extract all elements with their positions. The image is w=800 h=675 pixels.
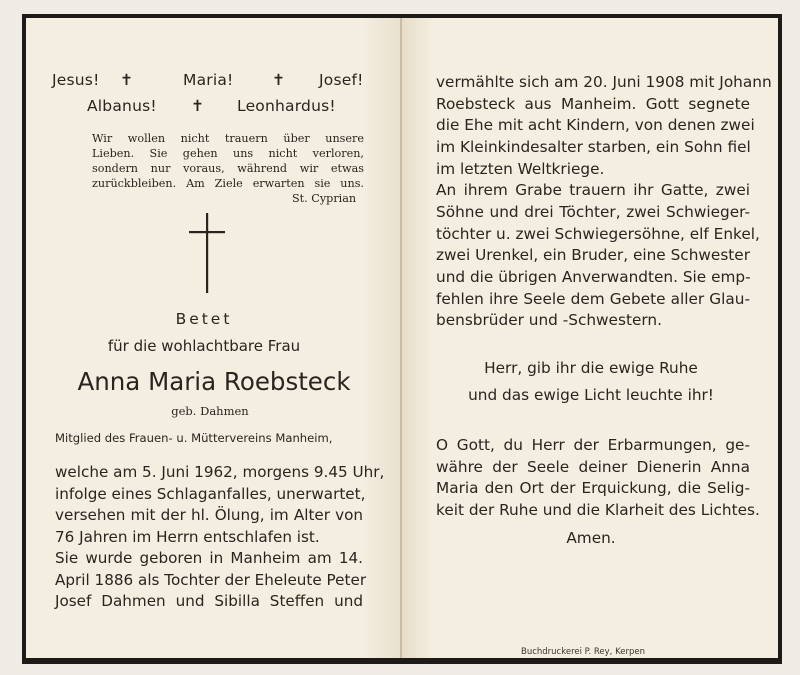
quote-line: zurückbleiben. Am Ziele erwarten sie uns. (92, 177, 364, 190)
body-line: fehlen ihre Seele dem Gebete aller Glau- (436, 290, 750, 308)
betet-heading: Betet (175, 310, 233, 328)
invocation-maria: Maria! (183, 71, 234, 89)
printer-credit: Buchdruckerei P. Rey, Kerpen (521, 647, 645, 657)
body-line: versehen mit der hl. Ölung, im Alter von (55, 506, 363, 524)
invocation-albanus: Albanus! (87, 97, 157, 115)
invocation-jesus: Jesus! (52, 71, 100, 89)
body-line: töchter u. zwei Schwiegersöhne, elf Enkel, (436, 225, 760, 243)
body-line: die Ehe mit acht Kindern, von denen zwei (436, 116, 755, 134)
prayer-line: Maria den Ort der Erquickung, die Selig- (436, 479, 750, 497)
body-line: 76 Jahren im Herrn entschlafen ist. (55, 528, 320, 546)
body-line: im Kleinkindesalter starben, ein Sohn fiel (436, 138, 751, 156)
body-line: Josef Dahmen und Sibilla Steffen und (55, 592, 363, 610)
quote-author: St. Cyprian (292, 192, 357, 205)
prayer-line: währe der Seele deiner Dienerin Anna (436, 458, 750, 476)
body-line: bensbrüder und -Schwestern. (436, 311, 662, 329)
body-line: Roebsteck aus Manheim. Gott segnete (436, 95, 750, 113)
body-line: vermählte sich am 20. Juni 1908 mit Johann (436, 73, 772, 91)
maiden-name: geb. Dahmen (171, 404, 249, 418)
body-line: Sie wurde geboren in Manheim am 14. (55, 549, 363, 567)
cross-icon (188, 213, 228, 295)
prayer-line: und das ewige Licht leuchte ihr! (468, 386, 714, 404)
amen-line: Amen. (566, 529, 616, 547)
quote-line: Wir wollen nicht trauern über unsere (92, 132, 364, 145)
prayer-line: Herr, gib ihr die ewige Ruhe (484, 359, 698, 377)
cross-symbol: ✝ (120, 71, 134, 89)
invocation-josef: Josef! (319, 71, 364, 89)
body-line: An ihrem Grabe trauern ihr Gatte, zwei (436, 181, 750, 199)
deceased-name: Anna Maria Roebsteck (77, 367, 351, 396)
body-line: zwei Urenkel, ein Bruder, eine Schwester (436, 246, 750, 264)
quote-line: Lieben. Sie gehen uns nicht verloren, (92, 147, 364, 160)
cross-symbol: ✝ (272, 71, 286, 89)
body-line: Söhne und drei Töchter, zwei Schwieger- (436, 203, 750, 221)
prayer-line: keit der Ruhe und die Klarheit des Lichtes. (436, 501, 760, 519)
body-line: und die übrigen Anverwandten. Sie emp- (436, 268, 751, 286)
body-line: infolge eines Schlaganfalles, unerwartet, (55, 485, 366, 503)
invocation-leonhardus: Leonhardus! (237, 97, 336, 115)
cross-symbol: ✝ (191, 97, 205, 115)
prayer-line: O Gott, du Herr der Erbarmungen, ge- (436, 436, 750, 454)
body-line: April 1886 als Tochter der Eheleute Peter (55, 571, 367, 589)
body-line: welche am 5. Juni 1962, morgens 9.45 Uhr, (55, 463, 385, 481)
dedication-line: für die wohlachtbare Frau (107, 337, 301, 355)
body-line: im letzten Weltkriege. (436, 160, 605, 178)
membership-line: Mitglied des Frauen- u. Müttervereins Manheim, (55, 431, 333, 445)
quote-line: sondern nur voraus, während wir etwas (92, 162, 364, 175)
